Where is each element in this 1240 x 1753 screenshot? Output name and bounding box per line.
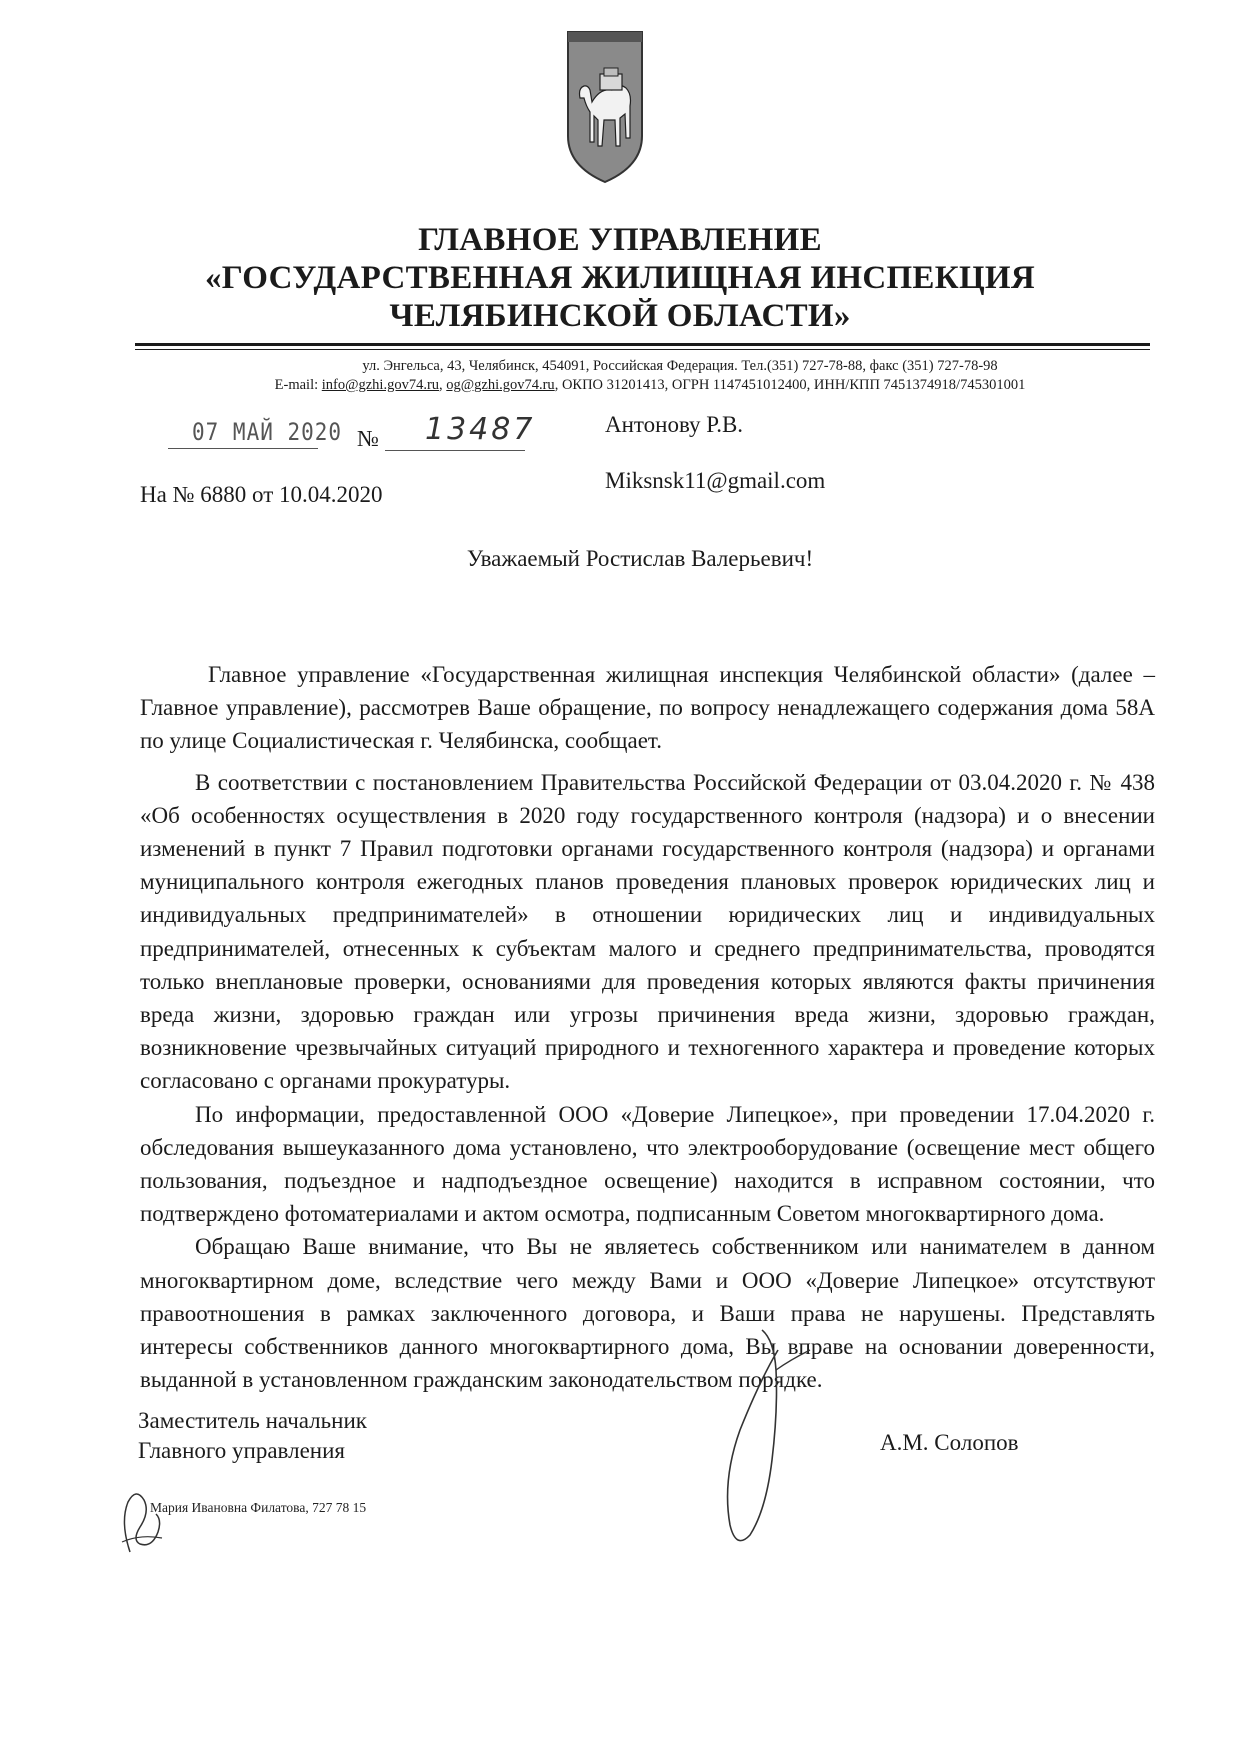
header-title-line-3: ЧЕЛЯБИНСКОЙ ОБЛАСТИ» [389, 298, 851, 334]
salutation: Уважаемый Ростислав Валерьевич! [466, 546, 814, 571]
email-link-og[interactable]: og@gzhi.gov74.ru [446, 377, 555, 393]
header-rule-thick [135, 343, 1150, 346]
registration-number-handwritten: 13487 [425, 412, 536, 447]
body-paragraph-2: В соответствии с постановлением Правительства Российской Федерации от 03.04.2020 г. № 438 «Об особенностях осуществления в 2020 году государственного контроля (надзора) и о внесении изменений в пункт 7 Правил подготовки органами государственного контроля (надзора) и органами муниципального контроля ежегодных планов проведения плановых проверок юридических лиц и индивидуальных предпринимателей» в отношении юридических лиц и индивидуальных предпринимателей, отнесенных к субъектам малого и среднего предпринимательства, проводятся только внеплановые проверки, основаниями для проведения которых являются факты причинения вреда жизни, здоровью граждан или угрозы причинения вреда жизни, здоровью граждан, возникновение чрезвычайных ситуаций природного и техногенного характера и проведение которых согласовано с органами прокуратуры. [140, 769, 1155, 1094]
header-title-line-2: «ГОСУДАРСТВЕННАЯ ЖИЛИЩНАЯ ИНСПЕКЦИЯ [204, 260, 1036, 296]
signatory-name: А.М. Солопов [880, 1430, 1019, 1455]
registration-number-label: № [357, 426, 379, 451]
registration-date-stamp: 07 МАЙ 2020 [192, 418, 343, 446]
reply-to-reference: На № 6880 от 10.04.2020 [140, 482, 383, 507]
body-paragraph-4: Обращаю Ваше внимание, что Вы не являетесь собственником или нанимателем в данном многоквартирном доме, вследствие чего между Вами и ООО «Доверие Липецкое» отсутствуют правоотношения в рамках заключенного договора, и Ваши права не нарушены. Представлять интересы собственников данного многоквартирного дома, Вы вправе на основании доверенности, выданной в установленном гражданским законодательством порядке. [140, 1234, 1155, 1393]
number-underline [385, 450, 525, 451]
letter-body [140, 658, 1155, 1396]
header-address: ул. Энгельса, 43, Челябинск, 454091, Российская Федерация. Тел.(351) 727-78-88, факс (351) 727-78-98 [362, 358, 998, 374]
date-underline [168, 448, 318, 449]
header-rule-thin [135, 349, 1150, 350]
email-label: E-mail: [274, 377, 322, 393]
body-paragraph-1: Главное управление «Государственная жилищная инспекция Челябинской области» (далее – Главное управление), рассмотрев Ваше обращение, по вопросу ненадлежащего содержания дома 58А по улице Социалистическая г. Челябинска, сообщает. [140, 662, 1155, 754]
email-link-info[interactable]: info@gzhi.gov74.ru [321, 377, 440, 393]
header-contacts [0, 377, 1240, 394]
body-paragraph-3: По информации, предоставленной ООО «Доверие Липецкое», при проведении 17.04.2020 г. обследования вышеуказанного дома установлено, что электрооборудование (освещение мест общего пользования, подъездное и надподъездное освещение) находится в исправном состоянии, что подтверждено фотоматериалами и актом осмотра, подписанным Советом многоквартирного дома. [140, 1101, 1155, 1227]
handwritten-signature [700, 1310, 840, 1560]
executor-initials-mark [110, 1472, 170, 1562]
email-separator: , [439, 377, 447, 393]
recipient-name: Антонову Р.В. [605, 412, 744, 437]
signatory-position-line-1: Заместитель начальник [138, 1408, 367, 1433]
header-title-line-1: ГЛАВНОЕ УПРАВЛЕНИЕ [418, 222, 822, 258]
executor-contact: Мария Ивановна Филатова, 727 78 15 [150, 1500, 367, 1515]
signatory-position-line-2: Главного управления [138, 1438, 345, 1463]
coat-of-arms-emblem [560, 28, 650, 188]
recipient-email: Miksnsk11@gmail.com [605, 468, 826, 493]
registry-info: , ОКПО 31201413, ОГРН 1147451012400, ИНН/КПП 7451374918/745301001 [554, 377, 1026, 393]
